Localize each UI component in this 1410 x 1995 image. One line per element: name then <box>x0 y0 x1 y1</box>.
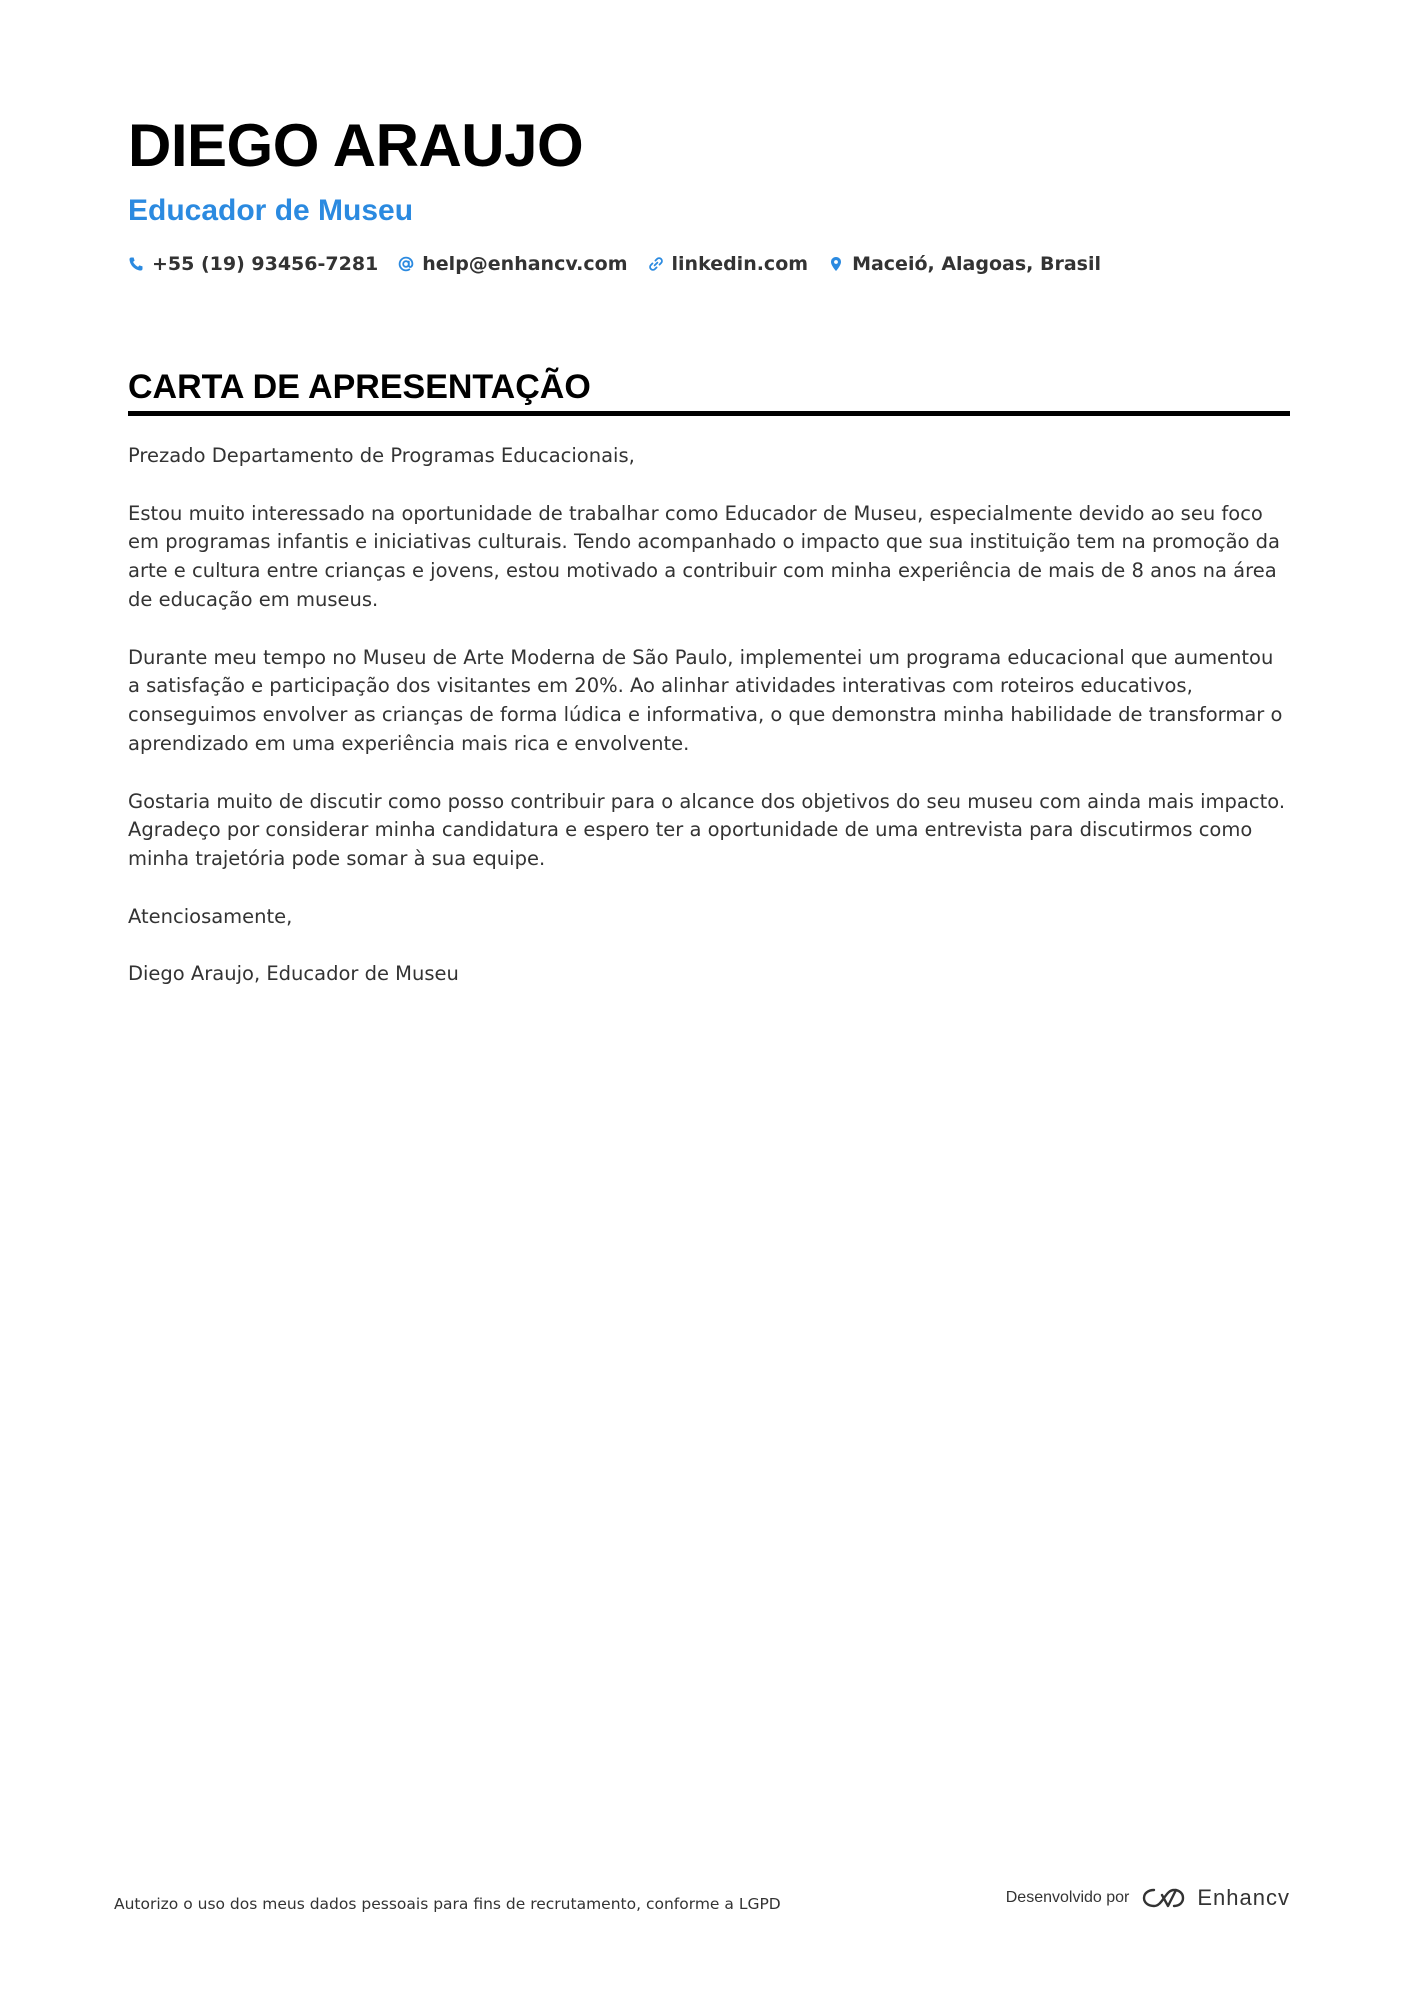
candidate-role: Educador de Museu <box>128 194 414 227</box>
letter-signature: Diego Araujo, Educador de Museu <box>128 962 459 986</box>
phone-icon <box>128 256 144 272</box>
letter-body <box>128 442 1290 1018</box>
contact-location <box>828 253 1101 275</box>
letter-paragraph: Estou muito interessado na oportunidade de trabalhar como Educador de Museu, especialmente devido ao seu foco em programas infantis e iniciativas culturais. Tendo acompanhado o impacto que sua instituição tem na promoção da arte e cultura entre crianças e jovens, estou motivado a contribuir com minha experiência de mais de 8 anos na área de educação em museus. <box>128 501 1280 611</box>
contact-linkedin-text: linkedin.com <box>671 253 809 275</box>
contact-phone-text: +55 (19) 93456-7281 <box>152 253 379 275</box>
contact-location-text: Maceió, Alagoas, Brasil <box>852 253 1102 275</box>
contact-phone[interactable] <box>128 253 378 275</box>
contact-bar <box>128 253 1121 275</box>
enhancv-brand: Enhancv <box>1197 1885 1290 1910</box>
section-title: CARTA DE APRESENTAÇÃO <box>128 366 1290 416</box>
letter-salutation: Prezado Departamento de Programas Educacionais, <box>128 444 635 467</box>
powered-by[interactable] <box>1006 1885 1290 1911</box>
enhancv-logo-icon <box>1141 1885 1187 1911</box>
letter-closing: Atenciosamente, <box>128 904 293 928</box>
contact-email[interactable] <box>398 253 627 275</box>
lgpd-consent: Autorizo o uso dos meus dados pessoais para fins de recrutamento, conforme a LGPD <box>114 1895 781 1913</box>
candidate-name: DIEGO ARAUJO <box>128 112 584 179</box>
contact-email-text: help@enhancv.com <box>422 253 628 275</box>
link-icon <box>648 256 664 272</box>
location-pin-icon <box>828 256 844 272</box>
letter-paragraph: Gostaria muito de discutir como posso contribuir para o alcance dos objetivos do seu museu com ainda mais impacto. Agradeço por considerar minha candidatura e espero ter a oportunidade de uma entrevista para discutirmos como minha trajetória pode somar à sua equipe. <box>128 789 1286 871</box>
at-icon <box>398 256 414 272</box>
letter-paragraph: Durante meu tempo no Museu de Arte Moderna de São Paulo, implementei um programa educacional que aumentou a satisfação e participação dos visitantes em 20%. Ao alinhar atividades interativas com roteiros educativos, conseguimos envolver as crianças de forma lúdica e informativa, o que demonstra minha habilidade de transformar o aprendizado em uma experiência mais rica e envolvente. <box>128 645 1283 755</box>
powered-by-label: Desenvolvido por <box>1005 1889 1130 1906</box>
contact-linkedin[interactable] <box>648 253 809 275</box>
